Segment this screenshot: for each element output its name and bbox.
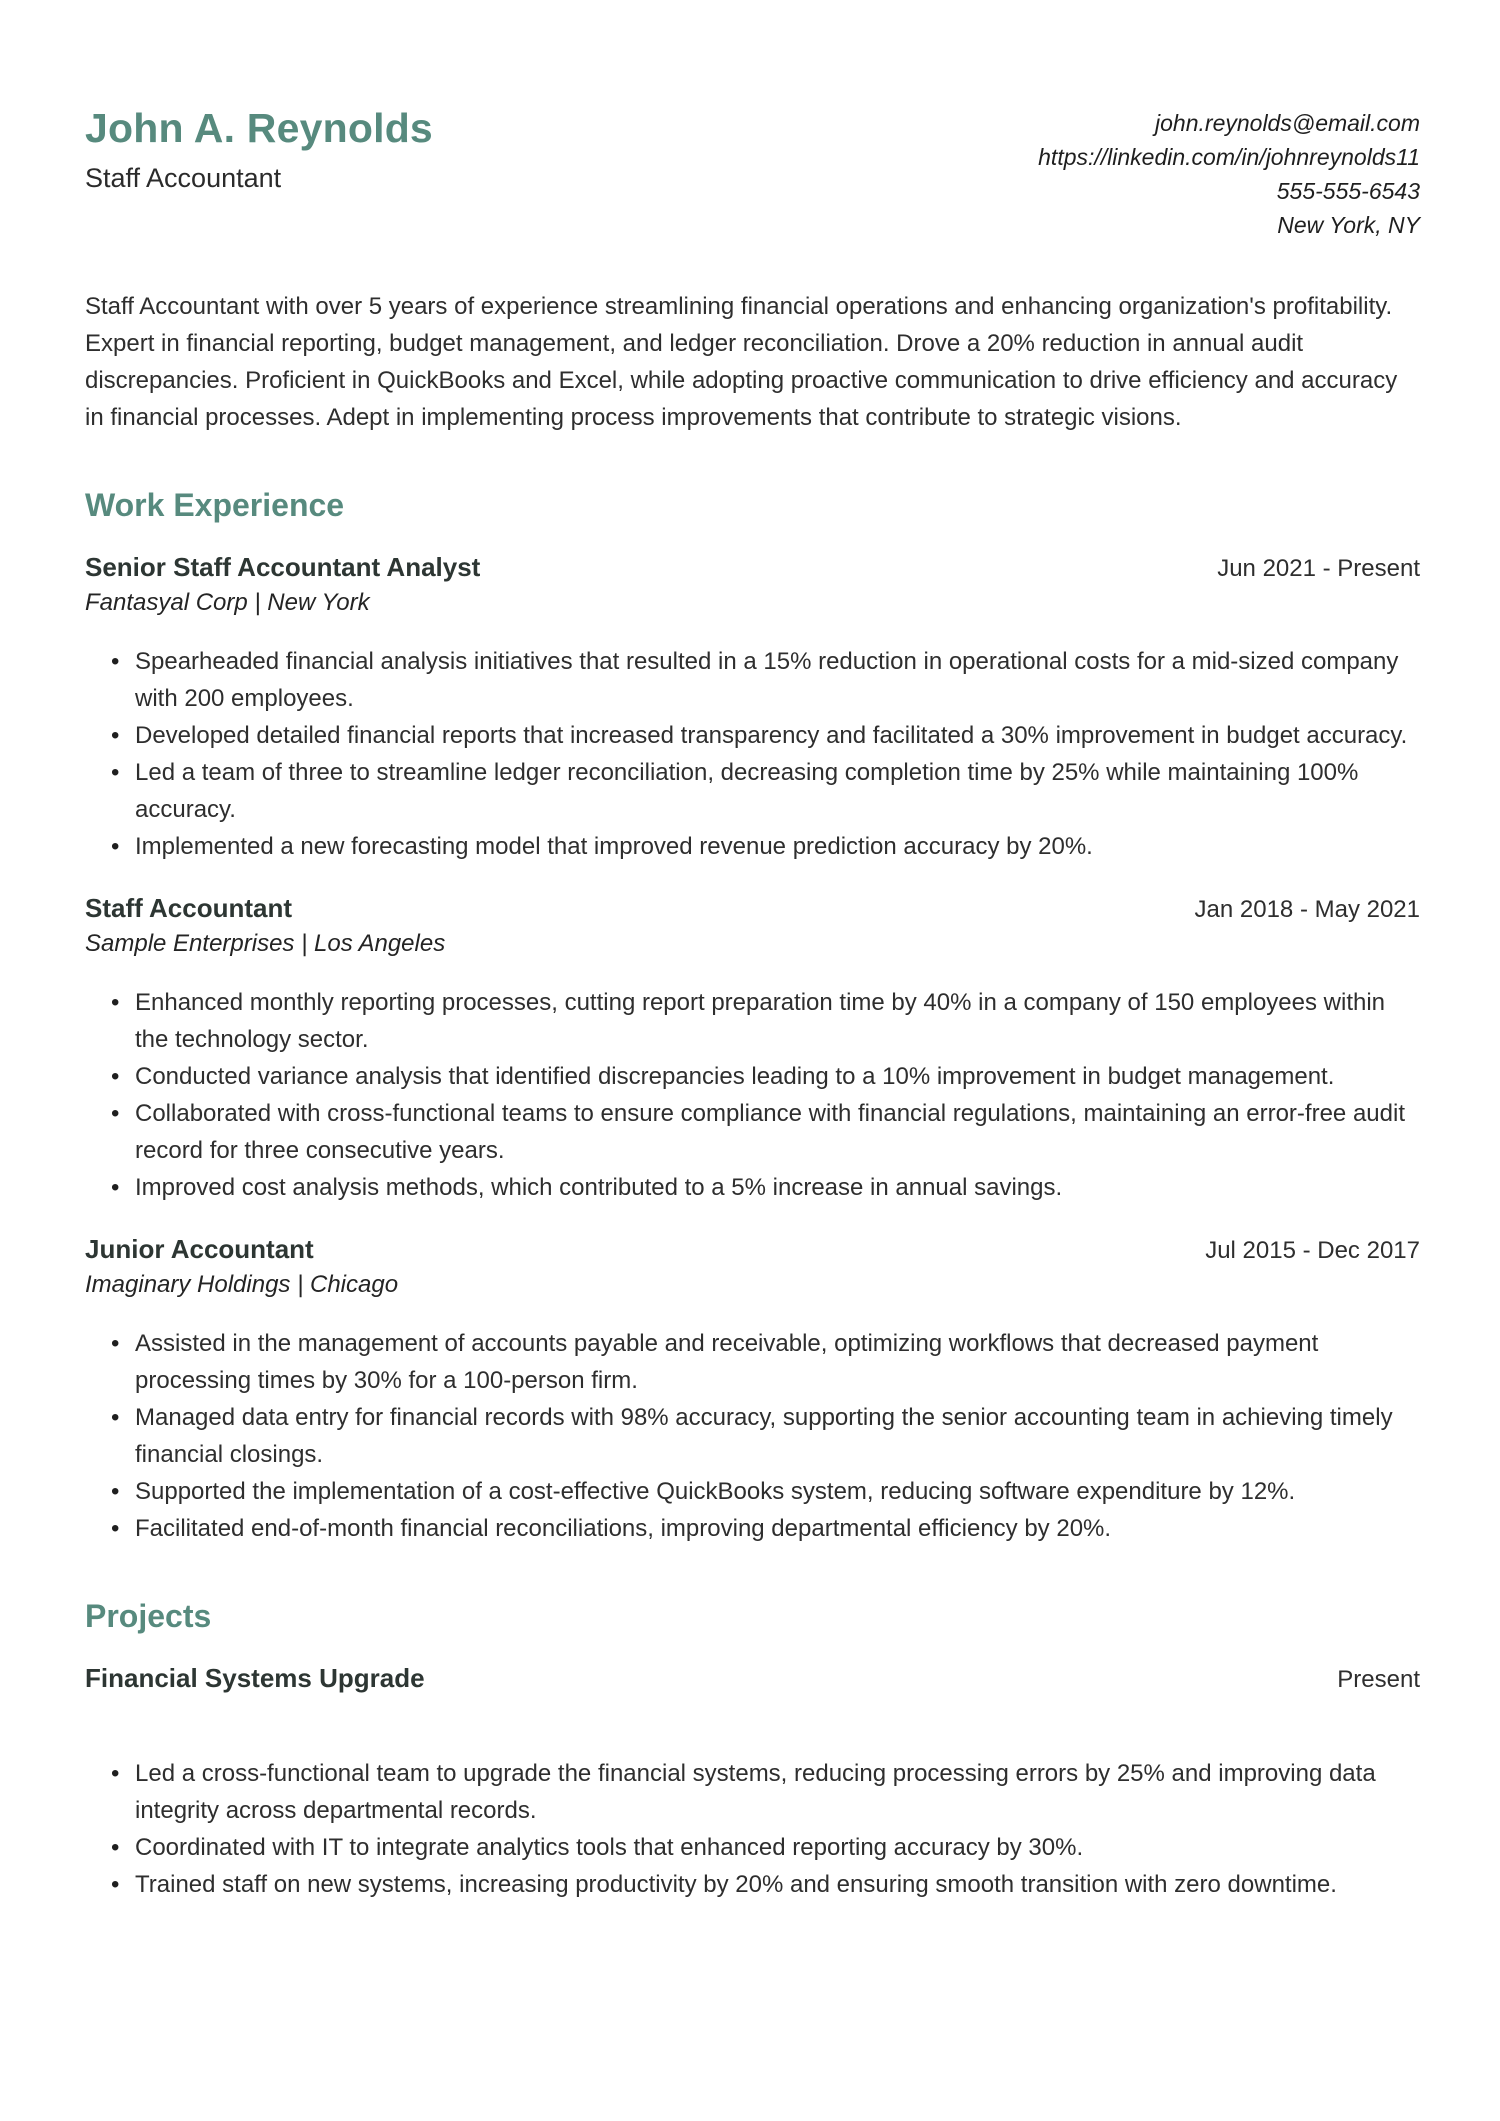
job-entry-head (85, 551, 1420, 584)
job-bullet-list (85, 984, 1420, 1206)
job-bullet: • Developed detailed financial reports that increased transparency and facilitated a 30% improvement in budget accuracy. (85, 717, 1420, 754)
job-entry (85, 551, 1420, 865)
job-bullet: • Enhanced monthly reporting processes, cutting report preparation time by 40% in a company of 150 employees within the technology sector. (85, 984, 1420, 1058)
resume-header (85, 106, 1420, 242)
job-entry (85, 892, 1420, 1206)
job-dates: Jan 2018 - May 2021 (1194, 896, 1420, 923)
project-bullet: • Coordinated with IT to integrate analytics tools that enhanced reporting accuracy by 30%. (85, 1829, 1420, 1866)
job-company: Sample Enterprises | Los Angeles (85, 930, 446, 957)
contact-location: New York, NY (1277, 212, 1420, 238)
job-bullet-list (85, 1325, 1420, 1547)
job-title: Senior Staff Accountant Analyst (85, 552, 481, 582)
project-entry-head (85, 1662, 1420, 1695)
job-bullet: • Spearheaded financial analysis initiatives that resulted in a 15% reduction in operational costs for a mid-sized company with 200 employees. (85, 643, 1420, 717)
contact-block (1038, 106, 1420, 242)
job-bullet: • Facilitated end-of-month financial reconciliations, improving departmental efficiency by 20%. (85, 1510, 1420, 1547)
job-bullet-list (85, 643, 1420, 865)
job-dates: Jun 2021 - Present (1217, 555, 1420, 582)
job-company: Imaginary Holdings | Chicago (85, 1271, 399, 1298)
job-bullet: • Led a team of three to streamline ledger reconciliation, decreasing completion time by 25% while maintaining 100% accuracy. (85, 754, 1420, 828)
section-heading-work-experience: Work Experience (85, 487, 345, 523)
job-entry (85, 1233, 1420, 1547)
job-entry-head (85, 1233, 1420, 1266)
job-bullet: • Improved cost analysis methods, which contributed to a 5% increase in annual savings. (85, 1169, 1420, 1206)
job-bullet: • Managed data entry for financial records with 98% accuracy, supporting the senior accounting team in achieving timely financial closings. (85, 1399, 1420, 1473)
job-bullet: • Implemented a new forecasting model that improved revenue prediction accuracy by 20%. (85, 828, 1420, 865)
contact-linkedin: https://linkedin.com/in/johnreynolds11 (1038, 144, 1420, 170)
section-heading-projects: Projects (85, 1598, 212, 1634)
project-bullet: • Trained staff on new systems, increasing productivity by 20% and ensuring smooth transition with zero downtime. (85, 1866, 1420, 1903)
job-bullet: • Assisted in the management of accounts payable and receivable, optimizing workflows that decreased payment processing times by 30% for a 100-person firm. (85, 1325, 1420, 1399)
job-bullet: • Supported the implementation of a cost-effective QuickBooks system, reducing software expenditure by 12%. (85, 1473, 1420, 1510)
job-bullet: • Conducted variance analysis that identified discrepancies leading to a 10% improvement in budget management. (85, 1058, 1420, 1095)
summary-paragraph: Staff Accountant with over 5 years of experience streamlining financial operations and enhancing organization's profitability. Expert in financial reporting, budget management, and ledger reconciliation. Drove a 20% reduction in annual audit discrepancies. Proficient in QuickBooks and Excel, while adopting proactive communication to drive efficiency and accuracy in financial processes. Adept in implementing process improvements that contribute to strategic visions. (85, 293, 1398, 431)
job-entry-head (85, 892, 1420, 925)
project-dates: Present (1337, 1666, 1420, 1693)
project-entry (85, 1662, 1420, 1903)
job-company: Fantasyal Corp | New York (85, 589, 370, 616)
contact-email: john.reynolds@email.com (1155, 110, 1420, 136)
identity-block (85, 106, 433, 194)
page-title: John A. Reynolds (85, 105, 433, 151)
job-bullet: • Collaborated with cross-functional teams to ensure compliance with financial regulations, maintaining an error-free audit record for three consecutive years. (85, 1095, 1420, 1169)
contact-phone: 555-555-6543 (1276, 178, 1420, 204)
job-title: Staff Accountant (85, 893, 293, 923)
project-bullet-list (85, 1755, 1420, 1903)
job-dates: Jul 2015 - Dec 2017 (1205, 1237, 1420, 1264)
role-subtitle: Staff Accountant (85, 162, 282, 193)
project-bullet: • Led a cross-functional team to upgrade the financial systems, reducing processing errors by 25% and improving data integrity across departmental records. (85, 1755, 1420, 1829)
project-title: Financial Systems Upgrade (85, 1663, 425, 1693)
job-title: Junior Accountant (85, 1234, 314, 1264)
